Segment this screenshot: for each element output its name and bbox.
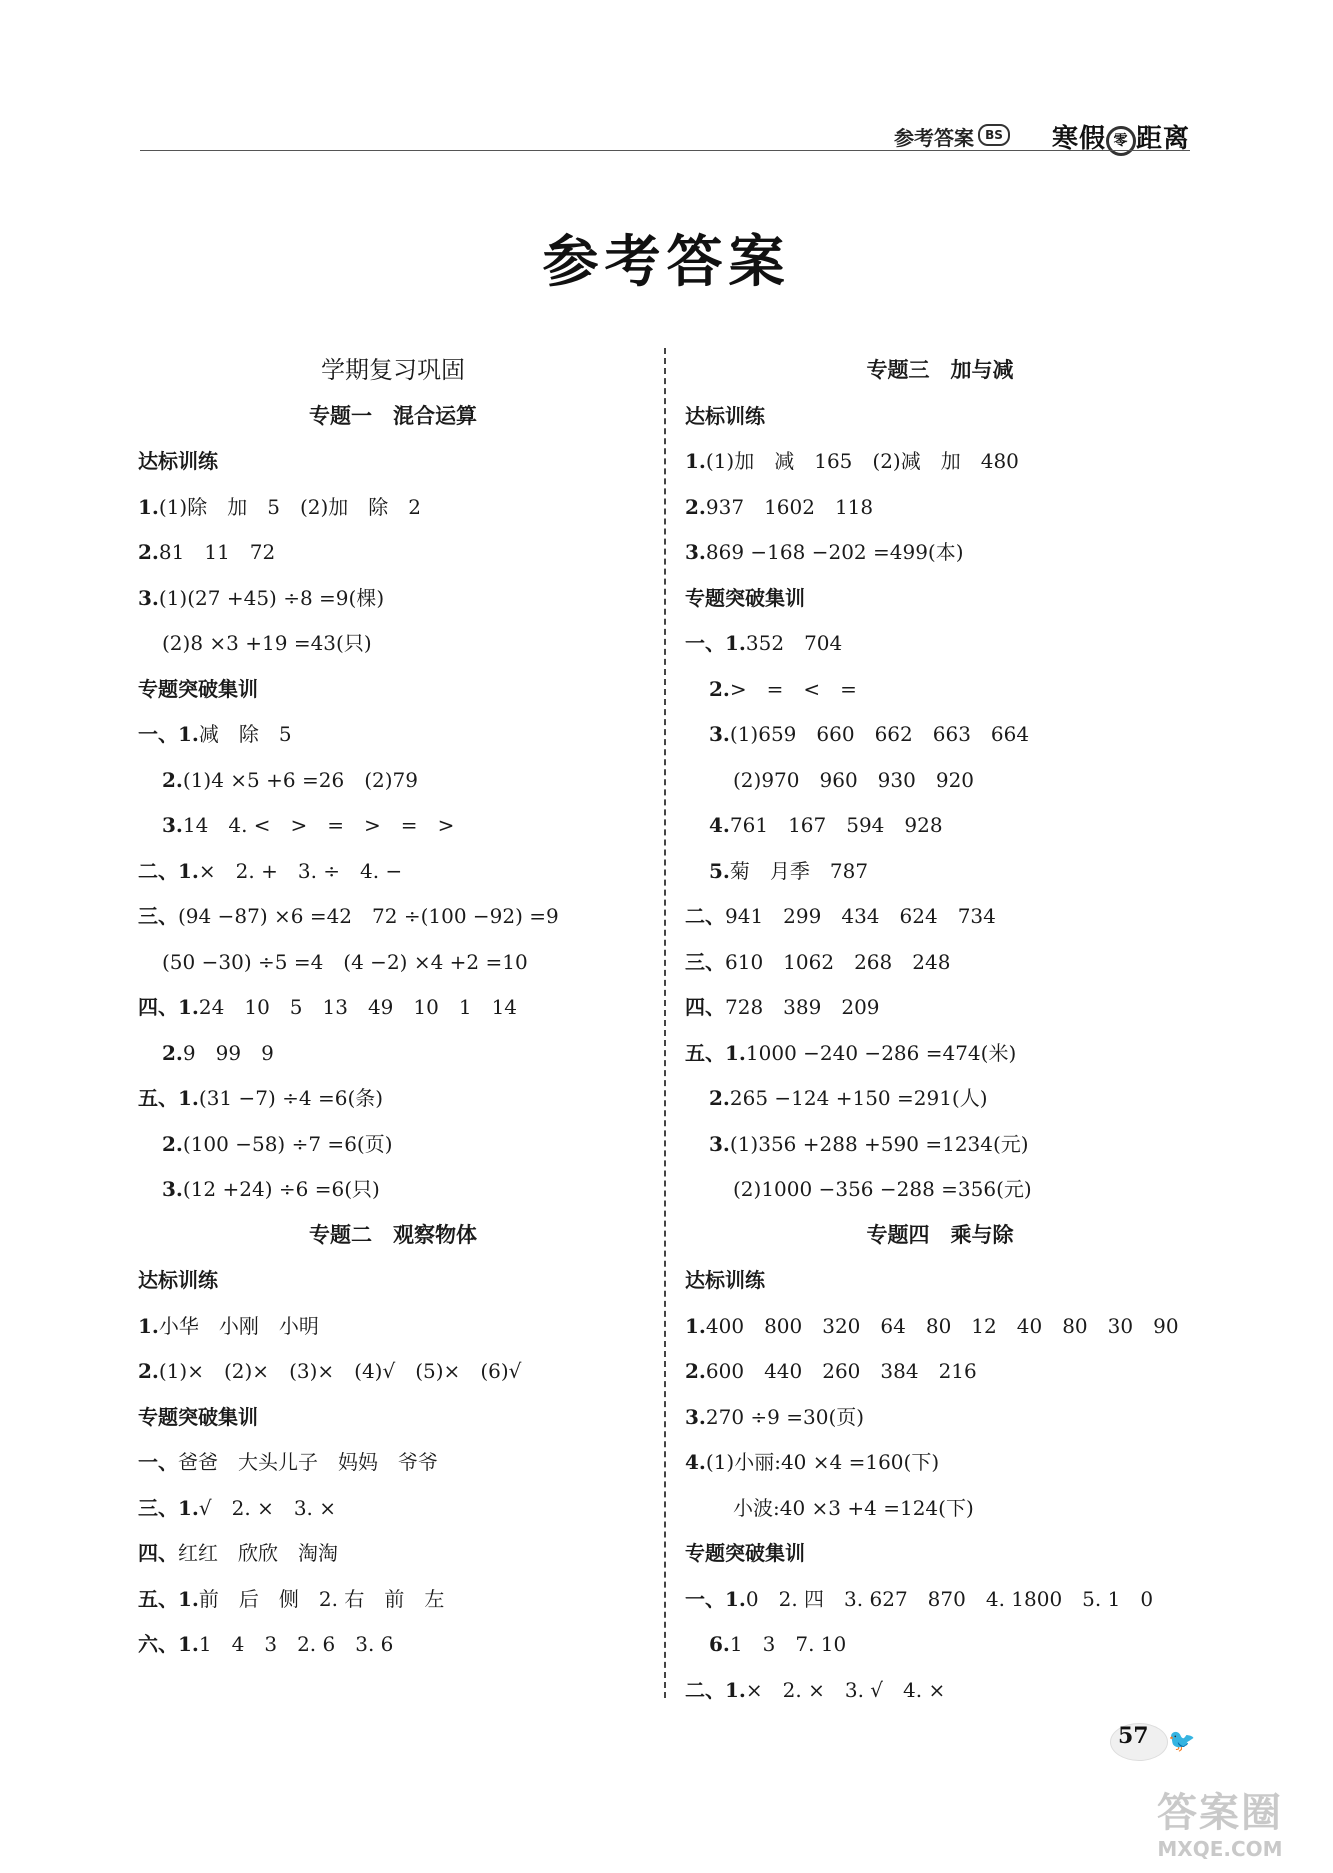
answer-line: [138, 803, 648, 849]
answer-line: [685, 849, 1195, 895]
answer-text: 小华 小刚 小明: [158, 1313, 319, 1338]
bs-logo: BS: [978, 124, 1010, 146]
question-number: 三、: [138, 904, 178, 928]
answer-line: [138, 1122, 648, 1168]
answer-line: [685, 485, 1195, 531]
question-number: 五、1.: [685, 1040, 746, 1065]
question-number: 2.: [709, 1086, 730, 1110]
answer-line: [685, 1304, 1195, 1350]
answer-text: 红红 欣欣 淘淘: [178, 1541, 338, 1565]
watermark-logo: 答案圈: [1157, 1790, 1283, 1836]
answer-text: 减 除 5: [198, 722, 292, 746]
subsection-heading: [685, 394, 1195, 440]
answer-text: (50 −30) ÷5 =4 (4 −2) ×4 +2 =10: [162, 949, 528, 974]
question-number: 三、1.: [138, 1495, 199, 1520]
question-number: 3.: [709, 1131, 730, 1156]
subsection-heading: [685, 1531, 1195, 1577]
bird-icon: 🐦: [1168, 1729, 1196, 1754]
watermark: [1120, 1790, 1320, 1870]
page-header: [140, 118, 1190, 152]
page-title: 参考答案: [542, 230, 791, 295]
answer-line: [685, 439, 1195, 485]
answer-line: [685, 1668, 1195, 1714]
answer-text: (100 −58) ÷7 =6(页): [182, 1131, 393, 1156]
subsection-heading: [138, 667, 648, 713]
answer-line: [138, 485, 648, 531]
answer-text: (2)8 ×3 +19 =43(只): [162, 631, 372, 655]
answer-text: 937 1602 118: [705, 494, 874, 519]
section-title: [138, 394, 648, 440]
answer-line: [685, 1349, 1195, 1395]
answer-text: 24 10 5 13 49 10 1 14: [198, 995, 518, 1019]
question-number: 四、: [685, 995, 725, 1019]
question-number: 一、1.: [138, 722, 199, 746]
question-number: 2.: [162, 1131, 183, 1156]
question-number: 1.: [685, 1313, 706, 1338]
answer-line: [138, 758, 648, 804]
answer-text: 14 4. < > = > = >: [182, 813, 455, 837]
answer-text: 1 4 3 2. 6 3. 6: [198, 1632, 394, 1656]
question-number: 四、: [138, 1541, 178, 1565]
answer-text: 专题三 加与减: [866, 358, 1014, 382]
answer-line: [138, 849, 648, 895]
answer-text: (1)659 660 662 663 664: [729, 722, 1030, 746]
answer-text: 941 299 434 624 734: [725, 904, 996, 928]
answer-text: > = < =: [729, 676, 857, 701]
brand-text-a: 寒假: [1051, 124, 1106, 154]
question-number: 4.: [685, 1450, 706, 1474]
answer-line: [138, 894, 648, 940]
subsection-heading: [138, 1258, 648, 1304]
question-number: 二、: [685, 904, 725, 928]
brand-ring: 零: [1106, 126, 1136, 156]
answer-line: [138, 1577, 648, 1623]
question-number: 2.: [162, 767, 183, 792]
answer-text: 869 −168 −202 =499(本): [705, 540, 964, 564]
answer-text: (31 −7) ÷4 =6(条): [198, 1086, 384, 1110]
answer-line: [138, 1304, 648, 1350]
question-number: 3.: [162, 1177, 183, 1201]
answer-line: [138, 1531, 648, 1577]
question-number: 3.: [685, 540, 706, 564]
answer-line: [685, 1577, 1195, 1623]
left-column: [138, 348, 648, 1668]
question-number: 二、1.: [685, 1677, 746, 1702]
answer-text: (1)(27 +45) ÷8 =9(棵): [158, 585, 385, 610]
answer-line: [685, 985, 1195, 1031]
answer-line: [138, 1349, 648, 1395]
answer-text: (1)× (2)× (3)× (4)√ (5)× (6)√: [158, 1359, 522, 1383]
subsection-heading: [138, 439, 648, 485]
answer-text: 学期复习巩固: [321, 356, 465, 384]
answer-text: 600 440 260 384 216: [705, 1359, 977, 1383]
answer-text: 达标训练: [685, 403, 765, 428]
column-divider: [664, 348, 666, 1698]
subsection-heading: [685, 1258, 1195, 1304]
question-number: 二、1.: [138, 858, 199, 883]
answer-line: [138, 1486, 648, 1532]
question-number: 3.: [138, 585, 159, 610]
question-number: 2.: [685, 494, 706, 519]
answer-text: 9 99 9: [182, 1040, 274, 1065]
answer-line: [138, 1031, 648, 1077]
question-number: 五、1.: [138, 1086, 199, 1110]
answer-text: × 2. + 3. ÷ 4. −: [198, 858, 403, 883]
question-number: 5.: [709, 858, 730, 883]
answer-line: [685, 1440, 1195, 1486]
answer-line: [138, 712, 648, 758]
answer-text: × 2. × 3. √ 4. ×: [745, 1677, 946, 1702]
question-number: 三、: [685, 949, 725, 974]
question-number: 1.: [138, 494, 159, 519]
answer-text: 专题突破集训: [138, 676, 258, 701]
question-number: 2.: [685, 1359, 706, 1383]
answer-text: 专题一 混合运算: [309, 403, 477, 428]
answer-line: [685, 1122, 1195, 1168]
question-number: 3.: [709, 722, 730, 746]
question-number: 2.: [138, 540, 159, 564]
answer-text: 1 3 7. 10: [729, 1632, 847, 1656]
answer-text: (12 +24) ÷6 =6(只): [182, 1177, 380, 1201]
answer-line: [685, 803, 1195, 849]
answer-line: [685, 1031, 1195, 1077]
answer-line: [685, 621, 1195, 667]
brand-text-b: 距离: [1135, 124, 1190, 154]
section-title: [685, 1213, 1195, 1259]
answer-text: 专题突破集训: [685, 1541, 805, 1565]
section-title: [138, 348, 648, 394]
answer-text: √ 2. × 3. ×: [198, 1495, 337, 1520]
answer-line: [685, 940, 1195, 986]
answer-text: 爸爸 大头儿子 妈妈 爷爷: [178, 1450, 438, 1474]
question-number: 四、1.: [138, 995, 199, 1019]
answer-text: (1)356 +288 +590 =1234(元): [729, 1131, 1029, 1156]
answer-text: 专题二 观察物体: [309, 1222, 477, 1247]
answer-line: [138, 985, 648, 1031]
answer-line: [685, 1486, 1195, 1532]
header-rule: [140, 150, 1190, 151]
answer-line: [138, 1440, 648, 1486]
answer-line: [138, 530, 648, 576]
answer-text: 352 704: [745, 631, 843, 655]
question-number: 一、1.: [685, 1586, 746, 1611]
answer-text: 400 800 320 64 80 12 40 80 30 90: [705, 1313, 1179, 1338]
answer-text: (94 −87) ×6 =42 72 ÷(100 −92) =9: [178, 904, 559, 928]
answer-line: [685, 894, 1195, 940]
answer-line: [138, 621, 648, 667]
answer-line: [138, 940, 648, 986]
answer-line: [685, 1167, 1195, 1213]
answer-text: 0 2. 四 3. 627 870 4. 1800 5. 1 0: [745, 1586, 1154, 1611]
subsection-heading: [685, 576, 1195, 622]
answer-text: 761 167 594 928: [729, 813, 943, 837]
section-title: [685, 348, 1195, 394]
question-number: 3.: [685, 1404, 706, 1429]
question-number: 2.: [162, 1040, 183, 1065]
section-title: [138, 1213, 648, 1259]
answer-line: [685, 712, 1195, 758]
header-label: 参考答案: [894, 126, 974, 150]
watermark-url: MXQE.COM: [1157, 1837, 1283, 1861]
answer-line: [685, 1076, 1195, 1122]
question-number: 六、1.: [138, 1632, 199, 1656]
page-number: 57: [1118, 1723, 1149, 1749]
answer-text: 前 后 侧 2. 右 前 左: [198, 1586, 445, 1611]
answer-text: (1)加 减 165 (2)减 加 480: [705, 449, 1019, 473]
question-number: 1.: [138, 1313, 159, 1338]
answer-text: 专题突破集训: [138, 1404, 258, 1429]
answer-line: [685, 1622, 1195, 1668]
right-column: [685, 348, 1195, 1713]
answer-line: [138, 1076, 648, 1122]
question-number: 2.: [709, 676, 730, 701]
answer-text: 达标训练: [138, 449, 218, 473]
answer-text: 270 ÷9 =30(页): [705, 1404, 865, 1429]
answer-text: 728 389 209: [725, 995, 880, 1019]
answer-text: 专题突破集训: [685, 585, 805, 610]
answer-text: 81 11 72: [158, 540, 276, 564]
question-number: 1.: [685, 449, 706, 473]
answer-line: [138, 1622, 648, 1668]
answer-text: 达标训练: [685, 1268, 765, 1292]
answer-text: 265 −124 +150 =291(人): [729, 1086, 988, 1110]
question-number: 五、1.: [138, 1586, 199, 1611]
answer-text: (2)1000 −356 −288 =356(元): [733, 1177, 1032, 1201]
answer-line: [138, 1167, 648, 1213]
answer-text: 菊 月季 787: [729, 858, 869, 883]
answer-text: 达标训练: [138, 1268, 218, 1292]
answer-text: (1)小丽:40 ×4 =160(下): [705, 1450, 940, 1474]
question-number: 4.: [709, 813, 730, 837]
question-number: 一、: [138, 1450, 178, 1474]
subsection-heading: [138, 1395, 648, 1441]
answer-line: [138, 576, 648, 622]
answer-text: 610 1062 268 248: [725, 949, 951, 974]
answer-text: (1)4 ×5 +6 =26 (2)79: [182, 767, 418, 792]
question-number: 2.: [138, 1359, 159, 1383]
answer-text: 小波:40 ×3 +4 =124(下): [733, 1495, 974, 1520]
answer-line: [685, 1395, 1195, 1441]
answer-text: (1)除 加 5 (2)加 除 2: [158, 494, 421, 519]
page-number-badge: [1110, 1715, 1200, 1765]
answer-text: (2)970 960 930 920: [733, 767, 975, 792]
answer-line: [685, 758, 1195, 804]
answer-line: [685, 530, 1195, 576]
answer-line: [685, 667, 1195, 713]
answer-text: 1000 −240 −286 =474(米): [745, 1040, 1017, 1065]
question-number: 6.: [709, 1632, 730, 1656]
answer-text: 专题四 乘与除: [866, 1222, 1014, 1247]
question-number: 3.: [162, 813, 183, 837]
question-number: 一、1.: [685, 631, 746, 655]
